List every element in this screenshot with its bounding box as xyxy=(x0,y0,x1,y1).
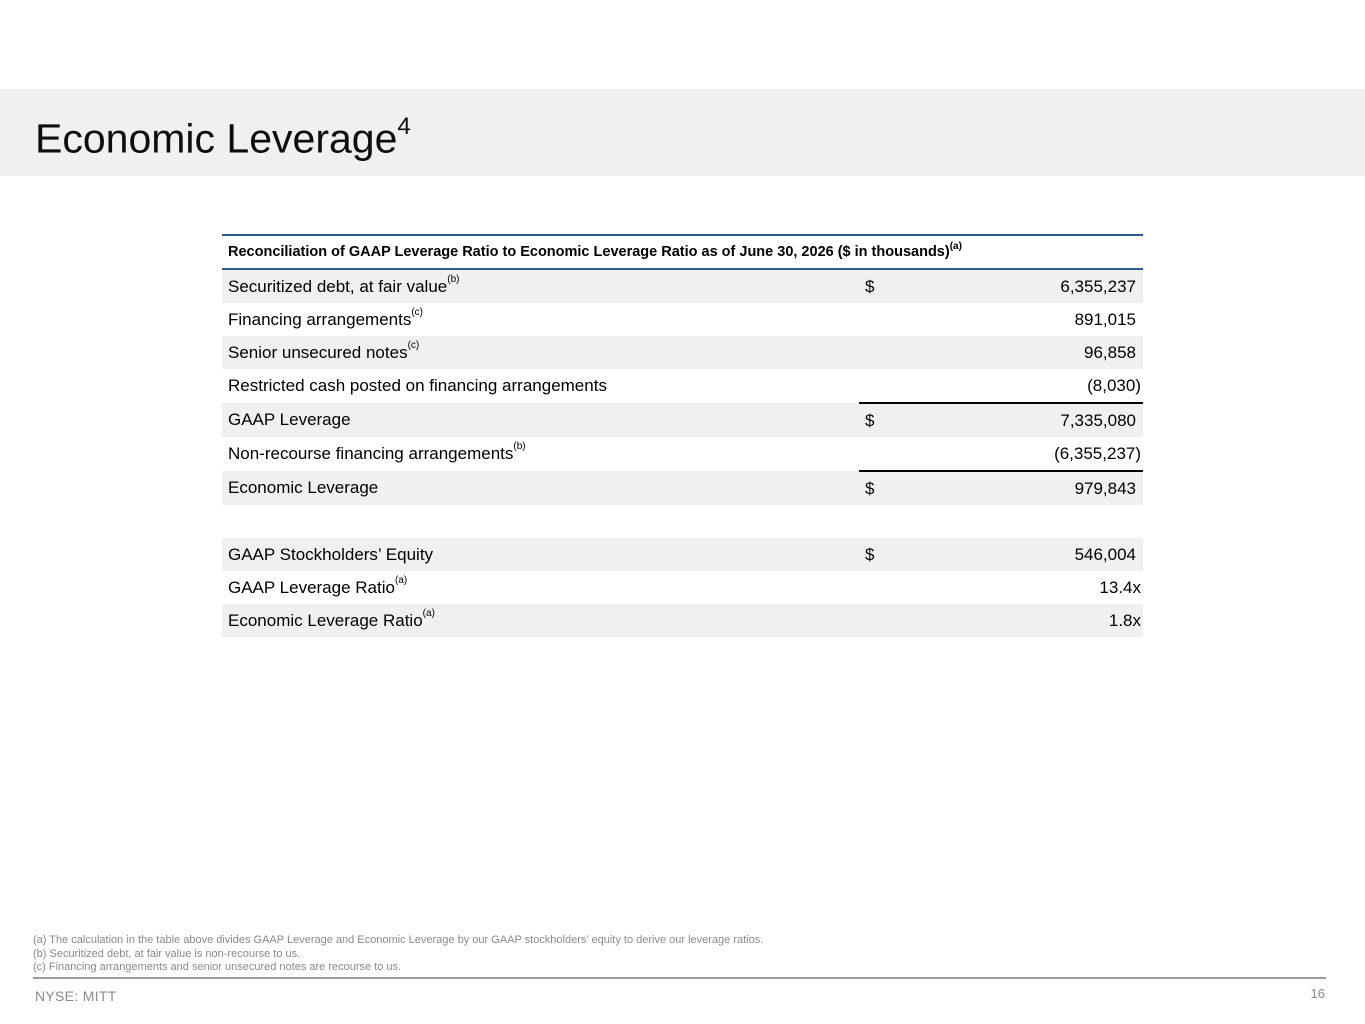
row-label xyxy=(222,571,859,604)
footnote-c: (c) Financing arrangements and senior unsecured notes are recourse to us. xyxy=(33,961,402,973)
row-label-text: Senior unsecured notes xyxy=(228,342,408,362)
table-row-economic-leverage-ratio xyxy=(222,604,1143,637)
table-row-financing-arrangements xyxy=(222,303,1143,336)
row-label-text: Securitized debt, at fair value xyxy=(228,276,448,296)
table-caption-text: Reconciliation of GAAP Leverage Ratio to Economic Leverage Ratio as of June 30, 2026 ($ in thousands) xyxy=(228,244,950,260)
row-label xyxy=(222,269,859,303)
table-caption-note: (a) xyxy=(949,241,962,252)
row-label xyxy=(222,303,859,336)
footer-ticker: NYSE: MITT xyxy=(35,988,117,1004)
row-label-text: Financing arrangements xyxy=(228,309,412,329)
row-value: 96,858 xyxy=(899,336,1143,369)
row-note: (b) xyxy=(447,273,460,285)
row-value: 546,004 xyxy=(899,538,1143,571)
row-label-text: GAAP Stockholders’ Equity xyxy=(228,544,434,564)
footnote-b: (b) Securitized debt, at fair value is non-recourse to us. xyxy=(33,947,301,960)
reconciliation-table xyxy=(222,234,1143,637)
row-value: 7,335,080 xyxy=(899,403,1143,437)
row-value: 6,355,237 xyxy=(899,269,1143,303)
table-row-stockholders-equity xyxy=(222,538,1143,571)
row-currency xyxy=(859,571,899,604)
row-label xyxy=(222,403,859,437)
row-currency xyxy=(859,437,899,471)
row-currency xyxy=(859,336,899,369)
row-value: 13.4x xyxy=(1099,577,1142,597)
row-value: 891,015 xyxy=(1074,309,1137,329)
row-label-text: Economic Leverage Ratio xyxy=(228,610,423,630)
row-label-text: GAAP Leverage xyxy=(228,410,351,429)
row-note: (a) xyxy=(394,574,408,586)
row-value: (8,030) xyxy=(1087,375,1142,395)
row-currency: $ xyxy=(859,403,899,437)
row-value: (6,355,237) xyxy=(1054,443,1142,463)
row-label-text: GAAP Leverage Ratio xyxy=(228,577,395,597)
table-caption xyxy=(222,235,1143,269)
row-currency xyxy=(859,604,899,637)
row-note: (c) xyxy=(407,339,420,351)
footnotes xyxy=(33,934,763,975)
table-row-gaap-leverage xyxy=(222,403,1143,437)
row-label xyxy=(222,369,859,403)
table-row-non-recourse-financing xyxy=(222,437,1143,471)
page-title-superscript: 4 xyxy=(397,113,411,140)
footnote-a: (a) The calculation in the table above divides GAAP Leverage and Economic Leverage by our GAAP stockholders’ equity to derive our leverage ratios. xyxy=(33,934,764,946)
table-row-senior-unsecured-notes xyxy=(222,336,1143,369)
row-label-text: Restricted cash posted on financing arrangements xyxy=(228,376,607,395)
row-label-text: Economic Leverage xyxy=(228,478,379,497)
page-title xyxy=(35,106,411,164)
footer-divider xyxy=(33,977,1326,979)
row-value: 1.8x xyxy=(899,604,1143,637)
row-value: 979,843 xyxy=(899,471,1143,505)
table-row-securitized-debt xyxy=(222,269,1143,303)
table-spacer-row xyxy=(222,505,1143,538)
row-note: (a) xyxy=(422,607,435,619)
table-row-restricted-cash xyxy=(222,369,1143,403)
row-label xyxy=(222,437,859,471)
table-header-row xyxy=(222,235,1143,269)
row-currency: $ xyxy=(859,471,899,505)
row-note: (b) xyxy=(513,441,526,452)
reconciliation-table-container xyxy=(222,234,1143,637)
table-row-economic-leverage xyxy=(222,471,1143,505)
table-row-gaap-leverage-ratio xyxy=(222,571,1143,604)
page-title-text: Economic Leverage xyxy=(35,115,398,162)
row-label xyxy=(222,471,859,505)
row-label xyxy=(222,336,859,369)
page-number: 16 xyxy=(1310,986,1325,1001)
row-note: (c) xyxy=(411,306,423,318)
row-label-text: Non-recourse financing arrangements xyxy=(228,444,514,463)
row-currency: $ xyxy=(859,269,899,303)
row-label xyxy=(222,538,859,571)
row-currency xyxy=(859,303,899,336)
row-currency xyxy=(859,369,899,403)
row-label xyxy=(222,604,859,637)
row-currency: $ xyxy=(859,538,899,571)
